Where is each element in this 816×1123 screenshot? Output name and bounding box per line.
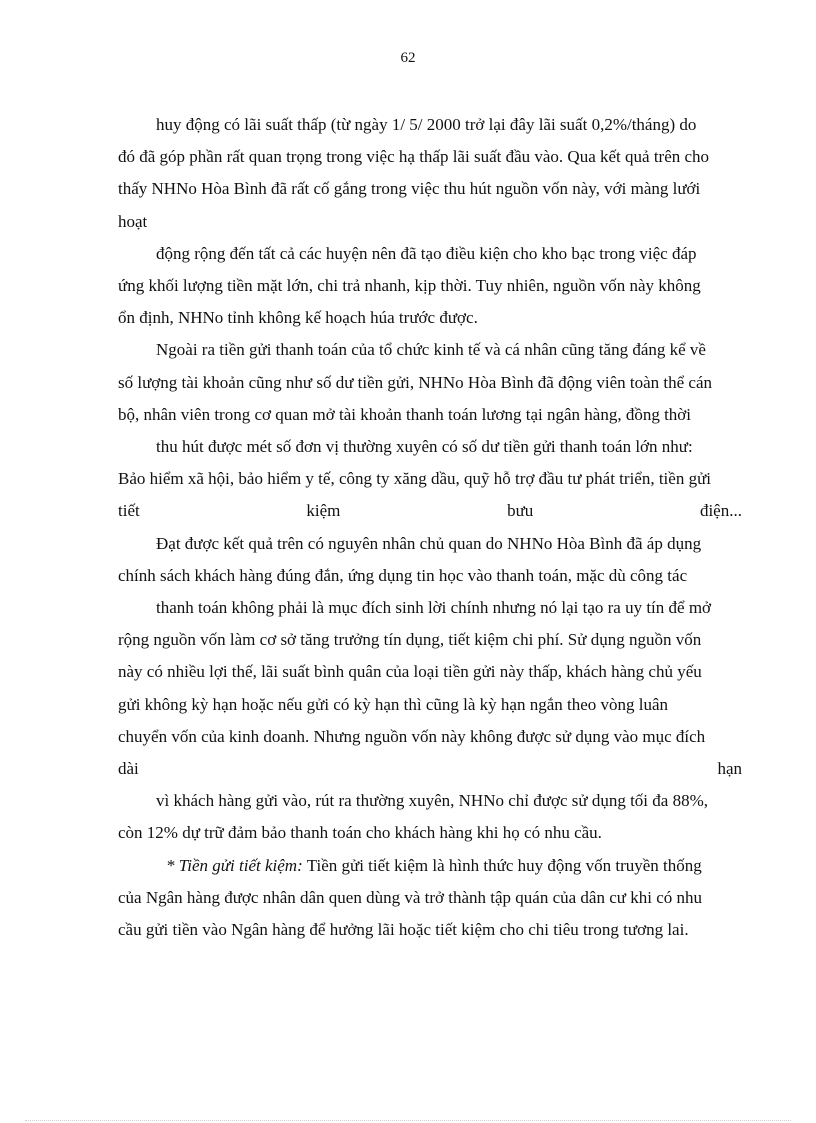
text-line: này có nhiều lợi thế, lãi suất bình quân của loại tiền gửi này thấp, khách hàng chủ yếu — [118, 662, 702, 682]
text-line: chuyển vốn của kinh doanh. Nhưng nguồn vốn này không được sử dụng vào mục đích — [118, 726, 706, 746]
paragraph-lead: * Tiền gửi tiết kiệm: — [166, 855, 303, 875]
text-line: chính sách khách hàng đúng đắn, ứng dụng tin học vào thanh toán, mặc dù công tác — [118, 565, 688, 585]
text-line: Bảo hiểm xã hội, bảo hiểm y tế, công ty xăng dầu, quỹ hỗ trợ đầu tư phát triển, tiền gửi — [118, 469, 712, 489]
text-line: Ngoài ra tiền gửi thanh toán của tổ chức kinh tế và cá nhân cũng tăng đáng kể về — [156, 340, 706, 360]
spread-line — [118, 753, 742, 785]
paragraph-5 — [118, 528, 742, 592]
page-number: 62 — [400, 50, 416, 66]
spread-word: kiệm — [306, 501, 341, 521]
paragraph-1 — [118, 109, 742, 238]
text-line: thu hút được mét số đơn vị thường xuyên có số dư tiền gửi thanh toán lớn như: — [156, 437, 693, 457]
text-line: gửi không kỳ hạn hoặc nếu gửi có kỳ hạn thì cũng là kỳ hạn ngắn theo vòng luân — [118, 694, 669, 714]
paragraph-7 — [118, 785, 742, 849]
paragraph-2 — [118, 238, 742, 335]
text-line: Tiền gửi tiết kiệm là hình thức huy động vốn truyền thống — [302, 855, 702, 875]
footer-dotted-rule — [25, 1120, 791, 1121]
spread-word: hạn — [717, 759, 742, 779]
paragraph-4 — [118, 431, 742, 495]
text-line: hoạt — [118, 211, 148, 231]
text-line: Đạt được kết quả trên có nguyên nhân chủ quan do NHNo Hòa Bình đã áp dụng — [156, 533, 702, 553]
spread-word: điện... — [699, 501, 742, 521]
paragraph-6 — [118, 592, 742, 753]
text-line: động rộng đến tất cả các huyện nên đã tạo điều kiện cho kho bạc trong việc đáp — [156, 243, 697, 263]
paragraph-8 — [118, 850, 742, 947]
text-line: ổn định, NHNo tỉnh không kế hoạch húa trước được. — [118, 308, 478, 328]
spread-word: tiết — [118, 501, 140, 521]
spread-word: bưu — [507, 501, 534, 521]
text-line: còn 12% dự trữ đảm bảo thanh toán cho khách hàng khi họ có nhu cầu. — [118, 823, 602, 843]
spread-line — [118, 495, 742, 527]
spread-word: dài — [118, 759, 139, 779]
text-line: số lượng tài khoản cũng như số dư tiền gửi, NHNo Hòa Bình đã động viên toàn thể cán — [118, 372, 713, 392]
paragraph-3 — [118, 334, 742, 431]
text-line: ứng khối lượng tiền mặt lớn, chi trả nhanh, kịp thời. Tuy nhiên, nguồn vốn này không — [118, 276, 701, 296]
text-line: của Ngân hàng được nhân dân quen dùng và trở thành tập quán của dân cư khi có nhu — [118, 887, 703, 907]
text-line: vì khách hàng gửi vào, rút ra thường xuyên, NHNo chỉ được sử dụng tối đa 88%, — [156, 791, 708, 811]
document-body — [118, 109, 742, 946]
text-line: huy động có lãi suất thấp (từ ngày 1/ 5/ 2000 trở lại đây lãi suất 0,2%/tháng) do — [156, 115, 697, 134]
text-line: rộng nguồn vốn làm cơ sở tăng trưởng tín dụng, tiết kiệm chi phí. Sử dụng nguồn vốn — [118, 630, 702, 650]
text-line: thấy NHNo Hòa Bình đã rất cố gắng trong việc thu hút nguồn vốn này, với màng lưới — [118, 179, 701, 199]
text-line: thanh toán không phải là mục đích sinh lời chính nhưng nó lại tạo ra uy tín để mở — [156, 598, 712, 618]
text-line: bộ, nhân viên trong cơ quan mở tài khoản thanh toán lương tại ngân hàng, đồng thời — [118, 404, 692, 424]
text-line: cầu gửi tiền vào Ngân hàng để hưởng lãi hoặc tiết kiệm cho chi tiêu trong tương lai. — [118, 920, 689, 940]
text-line: đó đã góp phần rất quan trọng trong việc hạ thấp lãi suất đầu vào. Qua kết quả trên cho — [118, 147, 710, 167]
